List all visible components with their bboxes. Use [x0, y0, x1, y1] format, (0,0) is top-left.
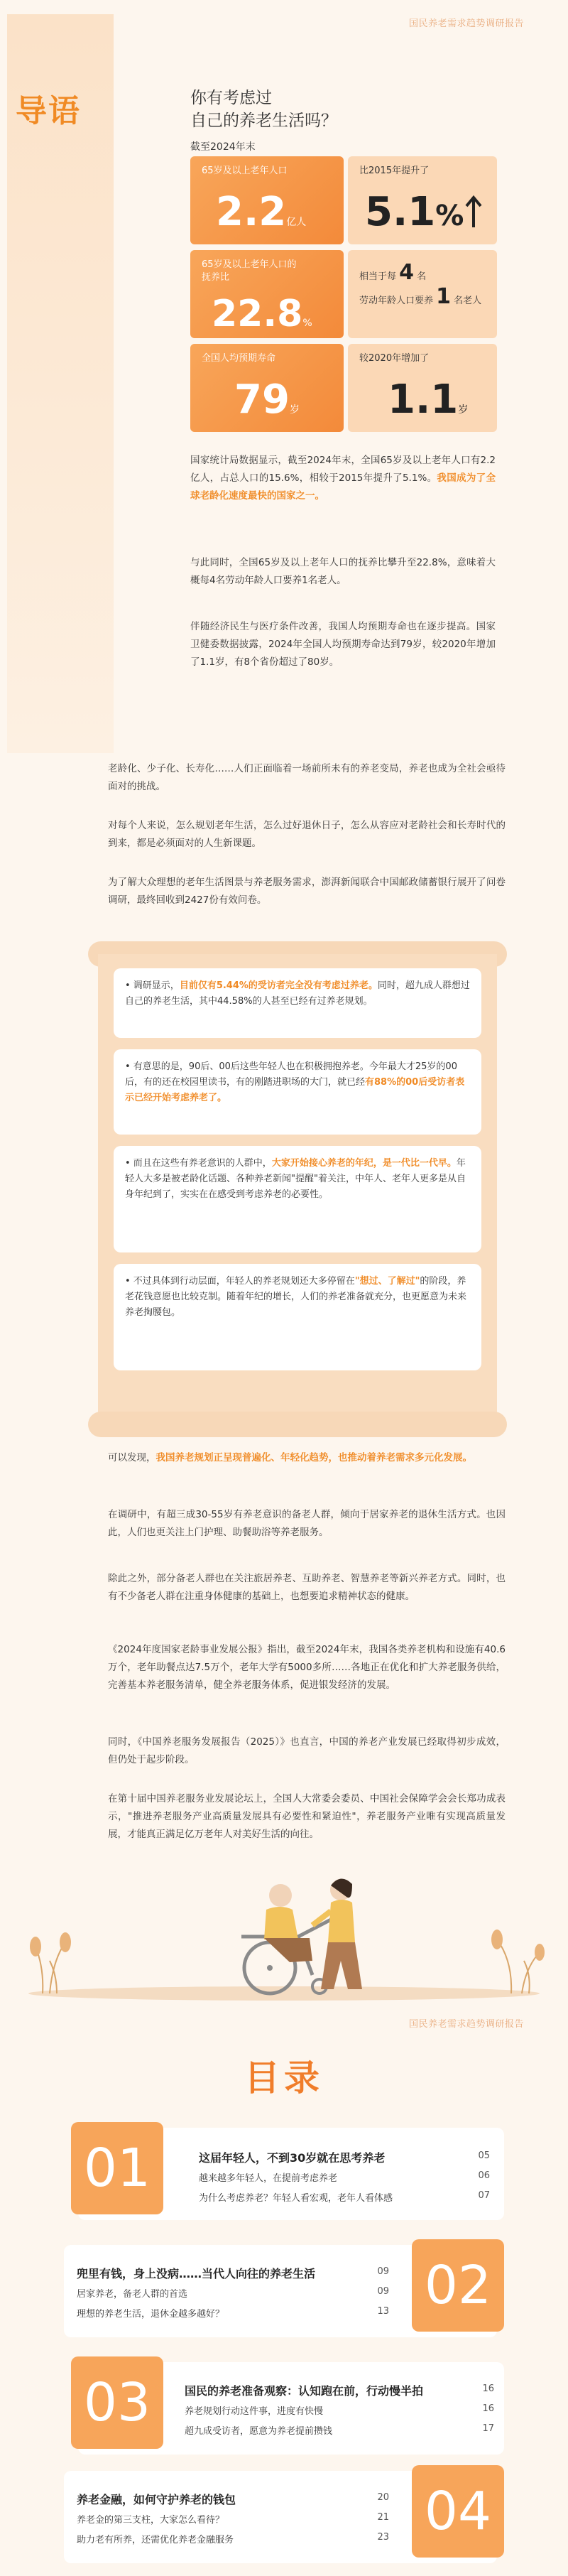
- chapter-page: 20: [377, 2492, 389, 2503]
- finding-card-1: • 调研显示，目前仅有5.44%的受访者完全没有考虑过养老。同时，超九成人群想过自己的养老生活，其中44.58%的人甚至已经有过养老规划。: [114, 968, 481, 1038]
- section-page: 07: [478, 2190, 490, 2201]
- stat-side-life-expectancy: [348, 344, 497, 432]
- intro-paragraph-2: 与此同时，全国65岁及以上老年人口的抚养比攀升至22.8%，意味着大概每4名劳动年龄人口要养1名老人。: [190, 557, 496, 586]
- stat-side-text: 相当于每 4 名 劳动年龄人口要养 1 名老人: [359, 260, 482, 309]
- body-paragraph-2: 对每个人来说，怎么规划老年生活，怎么过好退休日子，怎么从容应对老龄社会和长寿时代的到来，都是必须面对的人生新课题。: [108, 820, 506, 849]
- toc-chapter-02[interactable]: [64, 2245, 497, 2337]
- chapter-number: 03: [71, 2356, 163, 2449]
- later-paragraph-5: 在第十届中国养老服务业发展论坛上，全国人大常委会委员、中国社会保障学会会长郑功成表示，"推进养老服务产业高质量发展具有必要性和紧迫性"，养老服务产业唯有实现高质量发展，才能真正满足亿万老年人对美好生活的向往。: [108, 1793, 506, 1840]
- scroll-bottom-roll: [88, 1412, 507, 1437]
- question-line-2: 自己的养老生活吗？: [190, 112, 337, 130]
- intro-title: 导语: [16, 93, 81, 129]
- stat-value: 22.8%: [212, 293, 312, 335]
- chapter-page: 16: [482, 2383, 494, 2394]
- intro-paragraph-1: 国家统计局数据显示，截至2024年末，全国65岁及以上老年人口有2.2亿人，占总人口的15.6%，相较于2015年提升了5.1%。我国成为了全球老龄化速度最快的国家之一。: [190, 455, 496, 502]
- section-title: 超九成受访者，愿意为养老提前攒钱: [185, 2426, 333, 2437]
- section-page: 17: [482, 2423, 494, 2434]
- report-tag: 国民养老需求趋势调研报告: [408, 18, 524, 29]
- later-paragraph-3: 《2024年度国家老龄事业发展公报》指出，截至2024年末，我国各类养老机构和设施有40.6万个，老年助餐点达7.5万个，老年大学有5000多所……各地正在优化和扩大养老服务供给，完善基本养老服务清单，健全养老服务体系，促进银发经济的发展。: [108, 1644, 506, 1691]
- finding-card-2: • 有意思的是，90后、00后这些年轻人也在积极拥抱养老。今年最大才25岁的00后，有的还在校园里读书，有的刚踏进职场的大门，就已经有88%的00后受访者表示已经开始考虑养老了。: [114, 1049, 481, 1135]
- section-page: 21: [377, 2512, 389, 2523]
- finding-card-3: • 而且在这些有养老意识的人群中，大家开始接心养老的年纪，是一代比一代早。年轻人大多是被老龄化话题、各种养老新闻"提醒"着关注，中年人、老年人更多是从自身年纪到了，实实在在感受到考虑养老的必要性。: [114, 1146, 481, 1252]
- section-page: 13: [377, 2306, 389, 2317]
- stat-side-dependency: [348, 250, 497, 338]
- toc-chapter-03[interactable]: [78, 2362, 504, 2455]
- section-title: 为什么考虑养老？年轻人看宏观，老年人看体感: [199, 2193, 393, 2204]
- chapter-number: 01: [71, 2122, 163, 2214]
- section-title: 助力老有所养，还需优化养老金融服务: [77, 2535, 234, 2545]
- toc-chapter-04[interactable]: [64, 2471, 497, 2563]
- section-title: 越来越多年轻人，在提前考虑养老: [199, 2173, 338, 2184]
- stat-side-population: [348, 156, 497, 244]
- conclusion-paragraph: 可以发现，我国养老规划正呈现普遍化、年轻化趋势，也推动着养老需求多元化发展。: [108, 1452, 472, 1463]
- stat-label: 65岁及以上老年人口: [202, 166, 288, 176]
- later-paragraph-4: 同时，《中国养老服务发展报告（2025）》也直言，中国的养老产业发展已经取得初步成效，但仍处于起步阶段。: [108, 1736, 506, 1765]
- section-title: 居家养老，备老人群的首选: [77, 2289, 188, 2300]
- chapter-heading: 兜里有钱，身上没病……当代人向往的养老生活: [77, 2267, 316, 2280]
- body-paragraph-1: 老龄化、少子化、长寿化……人们正面临着一场前所未有的养老变局，养老也成为全社会亟待面对的挑战。: [108, 763, 506, 792]
- chapter-heading: 养老金融，如何守护养老的钱包: [77, 2493, 236, 2506]
- stat-box-population: [190, 156, 344, 244]
- stat-box-dependency: [190, 250, 344, 338]
- chapter-page: 09: [377, 2266, 389, 2277]
- chapter-heading: 这届年轻人，不到30岁就在思考养老: [199, 2151, 386, 2165]
- stat-box-life-expectancy: [190, 344, 344, 432]
- later-paragraph-1: 在调研中，有超三成30-55岁有养老意识的备老人群，倾向于居家养老的退休生活方式。也因此，人们也更关注上门护理、助餐助浴等养老服务。: [108, 1509, 506, 1538]
- section-page: 06: [478, 2170, 490, 2181]
- findings-scroll: [88, 941, 507, 1437]
- intro-question: [190, 87, 337, 132]
- section-title: 养老金的第三支柱，大家怎么看待？: [77, 2515, 225, 2526]
- section-page: 23: [377, 2532, 389, 2543]
- chapter-page: 05: [478, 2150, 490, 2161]
- stat-side-label: 较2020年增加了: [359, 353, 430, 364]
- stat-side-value: 1.1岁: [388, 377, 469, 423]
- stat-label: 全国人均预期寿命: [202, 353, 276, 364]
- later-paragraph-2: 除此之外，部分备老人群也在关注旅居养老、互助养老、智慧养老等新兴养老方式。同时，也有不少备老人群在注重身体健康的基础上，也想要追求精神状态的健康。: [108, 1573, 506, 1602]
- stat-side-label: 比2015年提升了: [359, 166, 430, 176]
- finding-card-4: • 不过具体到行动层面，年轻人的养老规划还大多停留在"想过、了解过"的阶段，养老花钱意愿也比较克制。随着年纪的增长，人们的养老准备就充分，也更愿意为未来养老掏腰包。: [114, 1264, 481, 1370]
- stat-label: 65岁及以上老年人口的 抚养比: [202, 259, 297, 283]
- chapter-number: 04: [412, 2465, 504, 2558]
- body-paragraph-3: 为了解大众理想的老年生活图景与养老服务需求，澎湃新闻联合中国邮政储蓄银行展开了问卷调研，最终回收到2427份有效问卷。: [108, 877, 506, 906]
- section-title: 理想的养老生活，退休金越多越好？: [77, 2309, 225, 2320]
- wheelchair-illustration: [0, 1868, 568, 2003]
- toc-chapter-01[interactable]: [78, 2128, 504, 2220]
- stat-side-value: 5.1%: [365, 189, 464, 235]
- section-page: 16: [482, 2403, 494, 2414]
- toc-title: 目录: [244, 2057, 324, 2099]
- stat-value: 79岁: [234, 377, 300, 423]
- question-line-1: 你有考虑过: [190, 89, 272, 107]
- chapter-heading: 国民的养老准备观察：认知跑在前，行动慢半拍: [185, 2384, 424, 2398]
- arrow-up-icon: [464, 195, 483, 229]
- as-of-date: 截至2024年末: [190, 141, 256, 153]
- chapter-number: 02: [412, 2239, 504, 2332]
- report-tag-page2: 国民养老需求趋势调研报告: [408, 2019, 524, 2030]
- intro-paragraph-3: 伴随经济民生与医疗条件改善，我国人均预期寿命也在逐步提高。国家卫健委数据披露，2024年全国人均预期寿命达到79岁，较2020年增加了1.1岁，有8个省份超过了80岁。: [190, 621, 496, 668]
- stat-value: 2.2亿人: [216, 189, 307, 235]
- section-title: 养老规划行动这件事，进度有快慢: [185, 2406, 324, 2417]
- scroll-paper: [98, 954, 497, 1423]
- section-page: 09: [377, 2286, 389, 2297]
